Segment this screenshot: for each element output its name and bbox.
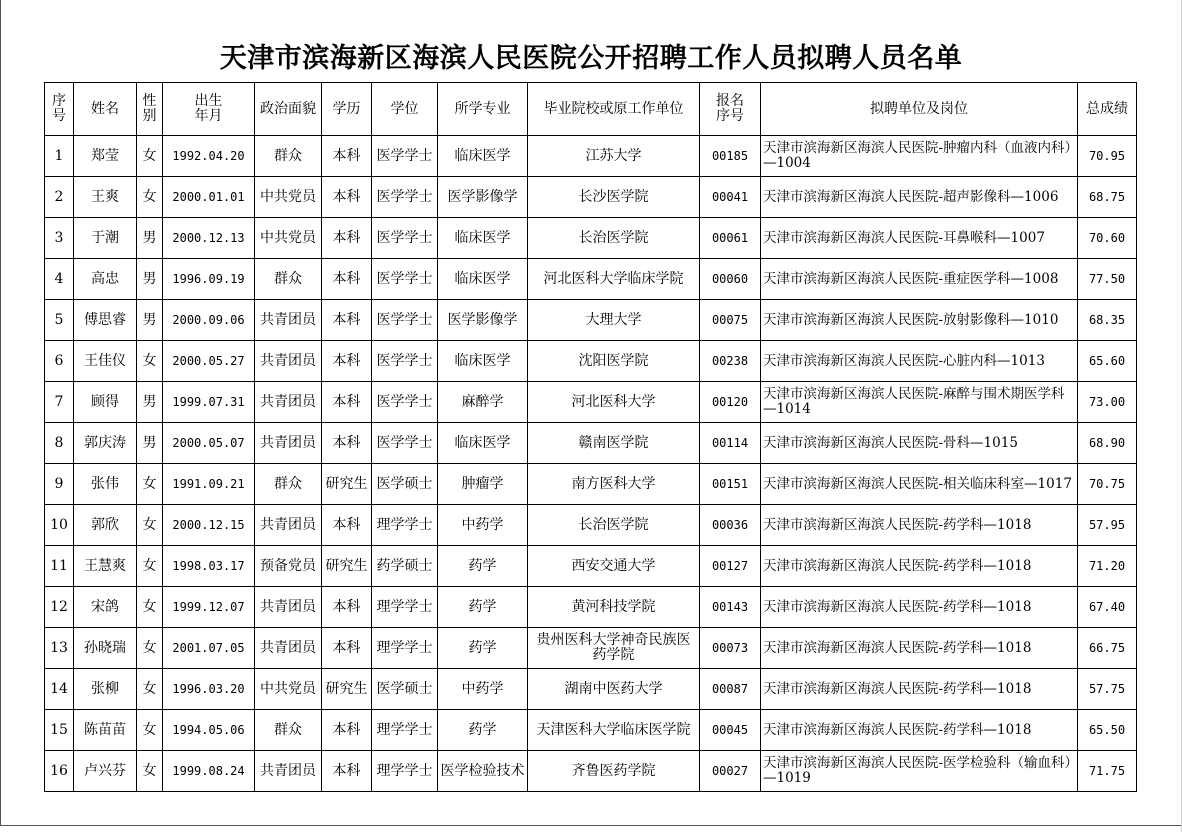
cell-education: 本科 (322, 587, 372, 628)
cell-political: 群众 (255, 259, 322, 300)
cell-name: 宋鸽 (74, 587, 137, 628)
cell-major: 药学 (438, 710, 528, 751)
table-row (45, 587, 1137, 628)
cell-major: 中药学 (438, 505, 528, 546)
cell-birth: 1996.03.20 (163, 669, 255, 710)
cell-education: 本科 (322, 710, 372, 751)
cell-gender: 女 (137, 546, 163, 587)
cell-name: 张伟 (74, 464, 137, 505)
table-row (45, 423, 1137, 464)
header-index-label: 序号 (52, 93, 66, 124)
cell-reg-no: 00045 (700, 710, 761, 751)
cell-name: 王慧爽 (74, 546, 137, 587)
cell-gender: 男 (137, 218, 163, 259)
cell-school: 赣南医学院 (528, 423, 700, 464)
cell-education: 研究生 (322, 546, 372, 587)
cell-major: 肿瘤学 (438, 464, 528, 505)
cell-reg-no: 00143 (700, 587, 761, 628)
cell-unit: 天津市滨海新区海滨人民医院-药学科—1018 (761, 587, 1078, 628)
cell-birth: 2000.05.27 (163, 341, 255, 382)
cell-major: 麻醉学 (438, 382, 528, 423)
cell-political: 共青团员 (255, 751, 322, 792)
table-row (45, 505, 1137, 546)
cell-unit: 天津市滨海新区海滨人民医院-药学科—1018 (761, 628, 1078, 669)
header-major: 所学专业 (438, 83, 528, 136)
cell-degree: 医学学士 (372, 259, 438, 300)
cell-birth: 1998.03.17 (163, 546, 255, 587)
cell-name: 高忠 (74, 259, 137, 300)
cell-name: 卢兴芬 (74, 751, 137, 792)
candidate-table (44, 82, 1137, 792)
cell-degree: 医学学士 (372, 423, 438, 464)
cell-index: 1 (45, 136, 74, 177)
cell-birth: 2000.09.06 (163, 300, 255, 341)
cell-reg-no: 00185 (700, 136, 761, 177)
cell-birth: 1991.09.21 (163, 464, 255, 505)
cell-score: 71.75 (1078, 751, 1137, 792)
table-row (45, 710, 1137, 751)
header-degree: 学位 (372, 83, 438, 136)
cell-degree: 药学硕士 (372, 546, 438, 587)
cell-name: 于潮 (74, 218, 137, 259)
table-row (45, 628, 1137, 669)
cell-unit: 天津市滨海新区海滨人民医院-重症医学科—1008 (761, 259, 1078, 300)
cell-unit: 天津市滨海新区海滨人民医院-药学科—1018 (761, 505, 1078, 546)
cell-degree: 医学学士 (372, 341, 438, 382)
cell-score: 67.40 (1078, 587, 1137, 628)
cell-name: 顾得 (74, 382, 137, 423)
cell-political: 共青团员 (255, 382, 322, 423)
cell-reg-no: 00087 (700, 669, 761, 710)
cell-name: 郑莹 (74, 136, 137, 177)
header-score: 总成绩 (1078, 83, 1137, 136)
cell-reg-no: 00027 (700, 751, 761, 792)
cell-education: 本科 (322, 628, 372, 669)
cell-reg-no: 00120 (700, 382, 761, 423)
cell-score: 71.20 (1078, 546, 1137, 587)
cell-major: 临床医学 (438, 218, 528, 259)
cell-gender: 男 (137, 259, 163, 300)
table-body (45, 136, 1137, 792)
cell-education: 本科 (322, 136, 372, 177)
cell-index: 5 (45, 300, 74, 341)
cell-unit: 天津市滨海新区海滨人民医院-药学科—1018 (761, 669, 1078, 710)
table-row (45, 259, 1137, 300)
cell-index: 13 (45, 628, 74, 669)
cell-political: 共青团员 (255, 628, 322, 669)
cell-index: 12 (45, 587, 74, 628)
cell-score: 57.95 (1078, 505, 1137, 546)
table-row (45, 751, 1137, 792)
cell-major: 临床医学 (438, 136, 528, 177)
cell-major: 药学 (438, 628, 528, 669)
cell-gender: 女 (137, 341, 163, 382)
cell-name: 王爽 (74, 177, 137, 218)
cell-reg-no: 00061 (700, 218, 761, 259)
cell-index: 11 (45, 546, 74, 587)
cell-degree: 理学学士 (372, 751, 438, 792)
header-gender-label: 性别 (142, 93, 157, 124)
cell-education: 本科 (322, 751, 372, 792)
cell-degree: 理学学士 (372, 628, 438, 669)
cell-major: 临床医学 (438, 341, 528, 382)
cell-score: 68.35 (1078, 300, 1137, 341)
cell-index: 14 (45, 669, 74, 710)
cell-gender: 女 (137, 751, 163, 792)
cell-education: 研究生 (322, 464, 372, 505)
cell-gender: 女 (137, 505, 163, 546)
cell-birth: 1999.08.24 (163, 751, 255, 792)
cell-birth: 1994.05.06 (163, 710, 255, 751)
cell-index: 7 (45, 382, 74, 423)
cell-name: 郭庆涛 (74, 423, 137, 464)
cell-name: 孙晓瑞 (74, 628, 137, 669)
cell-degree: 医学学士 (372, 382, 438, 423)
cell-major: 医学影像学 (438, 300, 528, 341)
cell-unit: 天津市滨海新区海滨人民医院-放射影像科—1010 (761, 300, 1078, 341)
cell-birth: 2000.12.13 (163, 218, 255, 259)
cell-education: 本科 (322, 382, 372, 423)
cell-gender: 女 (137, 177, 163, 218)
cell-political: 共青团员 (255, 505, 322, 546)
cell-degree: 医学学士 (372, 177, 438, 218)
cell-education: 本科 (322, 177, 372, 218)
cell-score: 70.75 (1078, 464, 1137, 505)
cell-reg-no: 00127 (700, 546, 761, 587)
document-title: 天津市滨海新区海滨人民医院公开招聘工作人员拟聘人员名单 (219, 43, 963, 74)
cell-major: 药学 (438, 546, 528, 587)
cell-political: 共青团员 (255, 300, 322, 341)
cell-unit: 天津市滨海新区海滨人民医院-麻醉与围术期医学科—1014 (761, 382, 1078, 423)
cell-name: 王佳仪 (74, 341, 137, 382)
cell-school: 黄河科技学院 (528, 587, 700, 628)
cell-education: 本科 (322, 505, 372, 546)
cell-education: 本科 (322, 300, 372, 341)
cell-gender: 男 (137, 382, 163, 423)
cell-index: 2 (45, 177, 74, 218)
header-birth-label: 出生 年月 (194, 93, 223, 124)
cell-index: 8 (45, 423, 74, 464)
cell-school: 南方医科大学 (528, 464, 700, 505)
cell-unit: 天津市滨海新区海滨人民医院-骨科—1015 (761, 423, 1078, 464)
cell-major: 临床医学 (438, 259, 528, 300)
cell-political: 中共党员 (255, 669, 322, 710)
cell-gender: 男 (137, 300, 163, 341)
cell-school: 天津医科大学临床医学院 (528, 710, 700, 751)
cell-political: 群众 (255, 136, 322, 177)
cell-reg-no: 00114 (700, 423, 761, 464)
cell-education: 研究生 (322, 669, 372, 710)
table-row (45, 669, 1137, 710)
cell-score: 65.60 (1078, 341, 1137, 382)
cell-reg-no: 00075 (700, 300, 761, 341)
cell-education: 本科 (322, 259, 372, 300)
cell-education: 本科 (322, 423, 372, 464)
cell-birth: 1999.07.31 (163, 382, 255, 423)
cell-index: 4 (45, 259, 74, 300)
cell-school: 西安交通大学 (528, 546, 700, 587)
cell-name: 张柳 (74, 669, 137, 710)
table-row (45, 218, 1137, 259)
page-border-left (0, 0, 1, 826)
cell-birth: 2000.12.15 (163, 505, 255, 546)
cell-reg-no: 00073 (700, 628, 761, 669)
table-row (45, 136, 1137, 177)
cell-major: 医学检验技术 (438, 751, 528, 792)
cell-birth: 1992.04.20 (163, 136, 255, 177)
header-political: 政治面貌 (255, 83, 322, 136)
cell-unit: 天津市滨海新区海滨人民医院-医学检验科（输血科）—1019 (761, 751, 1078, 792)
cell-school: 贵州医科大学神奇民族医药学院 (528, 628, 700, 669)
table-row (45, 382, 1137, 423)
cell-political: 共青团员 (255, 341, 322, 382)
cell-education: 本科 (322, 218, 372, 259)
cell-major: 临床医学 (438, 423, 528, 464)
cell-degree: 医学硕士 (372, 464, 438, 505)
cell-school: 大理大学 (528, 300, 700, 341)
cell-birth: 2000.05.07 (163, 423, 255, 464)
cell-political: 共青团员 (255, 423, 322, 464)
cell-unit: 天津市滨海新区海滨人民医院-药学科—1018 (761, 546, 1078, 587)
table-row (45, 464, 1137, 505)
cell-gender: 女 (137, 710, 163, 751)
cell-name: 郭欣 (74, 505, 137, 546)
cell-unit: 天津市滨海新区海滨人民医院-超声影像科—1006 (761, 177, 1078, 218)
cell-score: 57.75 (1078, 669, 1137, 710)
cell-score: 68.75 (1078, 177, 1137, 218)
header-name: 姓名 (74, 83, 137, 136)
cell-education: 本科 (322, 341, 372, 382)
cell-score: 73.00 (1078, 382, 1137, 423)
header-education: 学历 (322, 83, 372, 136)
table-row (45, 341, 1137, 382)
page-border-bottom (0, 825, 1182, 826)
cell-unit: 天津市滨海新区海滨人民医院-耳鼻喉科—1007 (761, 218, 1078, 259)
cell-political: 群众 (255, 710, 322, 751)
cell-political: 共青团员 (255, 587, 322, 628)
cell-degree: 医学硕士 (372, 669, 438, 710)
cell-score: 77.50 (1078, 259, 1137, 300)
cell-index: 15 (45, 710, 74, 751)
cell-degree: 医学学士 (372, 218, 438, 259)
cell-unit: 天津市滨海新区海滨人民医院-药学科—1018 (761, 710, 1078, 751)
cell-score: 68.90 (1078, 423, 1137, 464)
cell-degree: 理学学士 (372, 505, 438, 546)
cell-reg-no: 00151 (700, 464, 761, 505)
cell-political: 中共党员 (255, 177, 322, 218)
cell-gender: 女 (137, 669, 163, 710)
cell-reg-no: 00041 (700, 177, 761, 218)
cell-gender: 女 (137, 136, 163, 177)
cell-birth: 2001.07.05 (163, 628, 255, 669)
table-row (45, 546, 1137, 587)
cell-unit: 天津市滨海新区海滨人民医院-相关临床科室—1017 (761, 464, 1078, 505)
cell-degree: 医学学士 (372, 136, 438, 177)
cell-unit: 天津市滨海新区海滨人民医院-心脏内科—1013 (761, 341, 1078, 382)
table-header (45, 83, 1137, 136)
cell-school: 河北医科大学临床学院 (528, 259, 700, 300)
header-unit: 拟聘单位及岗位 (761, 83, 1078, 136)
cell-school: 江苏大学 (528, 136, 700, 177)
cell-score: 66.75 (1078, 628, 1137, 669)
cell-degree: 理学学士 (372, 587, 438, 628)
cell-major: 医学影像学 (438, 177, 528, 218)
cell-political: 群众 (255, 464, 322, 505)
header-index (45, 83, 74, 136)
cell-school: 长沙医学院 (528, 177, 700, 218)
cell-name: 傅思睿 (74, 300, 137, 341)
cell-major: 药学 (438, 587, 528, 628)
header-reg-no-label: 报名 序号 (716, 93, 744, 124)
cell-index: 10 (45, 505, 74, 546)
cell-school: 沈阳医学院 (528, 341, 700, 382)
cell-name: 陈苗苗 (74, 710, 137, 751)
cell-score: 70.95 (1078, 136, 1137, 177)
cell-birth: 1996.09.19 (163, 259, 255, 300)
cell-unit: 天津市滨海新区海滨人民医院-肿瘤内科（血液内科）—1004 (761, 136, 1078, 177)
header-school: 毕业院校或原工作单位 (528, 83, 700, 136)
table-row (45, 300, 1137, 341)
cell-degree: 理学学士 (372, 710, 438, 751)
cell-index: 16 (45, 751, 74, 792)
cell-gender: 男 (137, 423, 163, 464)
cell-school: 齐鲁医药学院 (528, 751, 700, 792)
header-birth (163, 83, 255, 136)
cell-school: 湖南中医药大学 (528, 669, 700, 710)
cell-score: 65.50 (1078, 710, 1137, 751)
table-row (45, 177, 1137, 218)
cell-political: 预备党员 (255, 546, 322, 587)
cell-school: 长治医学院 (528, 505, 700, 546)
header-gender (137, 83, 163, 136)
cell-score: 70.60 (1078, 218, 1137, 259)
header-reg-no (700, 83, 761, 136)
cell-birth: 1999.12.07 (163, 587, 255, 628)
cell-political: 中共党员 (255, 218, 322, 259)
cell-school: 河北医科大学 (528, 382, 700, 423)
cell-birth: 2000.01.01 (163, 177, 255, 218)
cell-gender: 女 (137, 628, 163, 669)
cell-school: 长治医学院 (528, 218, 700, 259)
cell-reg-no: 00036 (700, 505, 761, 546)
cell-index: 3 (45, 218, 74, 259)
cell-index: 6 (45, 341, 74, 382)
cell-degree: 医学学士 (372, 300, 438, 341)
cell-reg-no: 00238 (700, 341, 761, 382)
cell-index: 9 (45, 464, 74, 505)
cell-major: 中药学 (438, 669, 528, 710)
cell-gender: 女 (137, 587, 163, 628)
cell-reg-no: 00060 (700, 259, 761, 300)
cell-gender: 女 (137, 464, 163, 505)
